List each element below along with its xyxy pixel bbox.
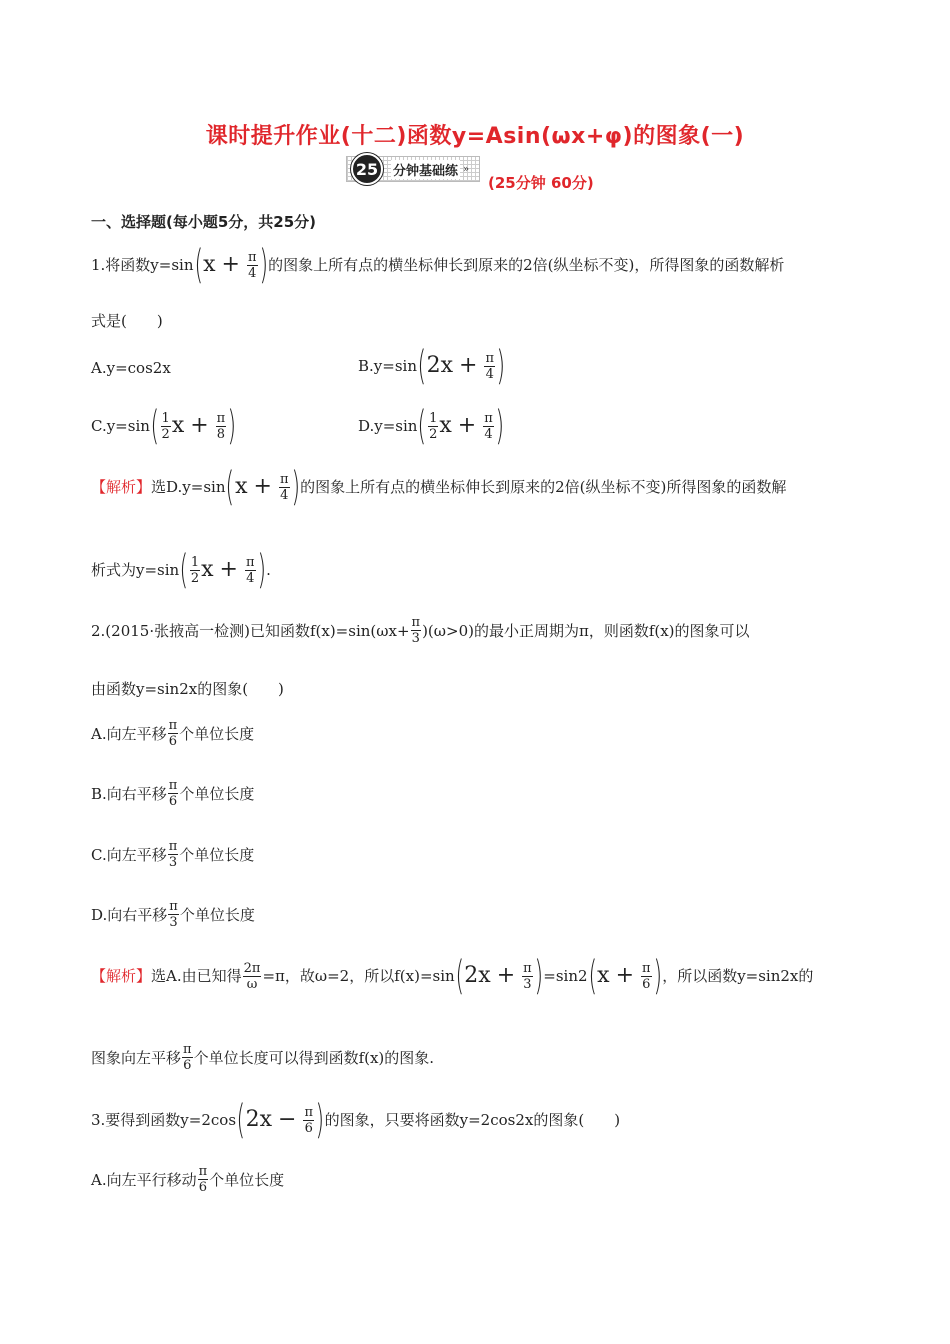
analysis-tag: 【解析】 — [91, 478, 152, 496]
q2-stem-line1: 2.(2015·张掖高一检测)已知函数f(x)=sin(ωx+ $\frac{\pi}{3}$ )(ω>0)的最小正周期为π，则函数f(x)的图象可以 — [91, 615, 750, 646]
q1-option-b: B.y=sin ( 2x + $\frac{\pi}{4}$ ) — [358, 343, 506, 389]
section-heading: 一、选择题(每小题5分，共25分) — [91, 213, 317, 231]
q2-option-d: D.向右平移 $\frac{\pi}{3}$ 个单位长度 — [91, 899, 255, 930]
paren: ( — [194, 242, 203, 288]
math-plus: + — [221, 252, 240, 277]
frac-pi-4: $\frac{\pi}{4}$ — [247, 249, 257, 281]
page-title: 课时提升作业(十二)函数y=Asin(ωx+φ)的图象(一) — [205, 124, 745, 149]
q2-option-a: A.向左平移 $\frac{\pi}{6}$ 个单位长度 — [91, 718, 255, 749]
badge-number: 25 — [351, 153, 383, 185]
math-x: x — [203, 252, 216, 277]
timing-text: (25分钟 60分) — [488, 174, 594, 192]
q1-analysis-line1: 【解析】 选D.y=sin ( x + $\frac{\pi}{4}$ ) 的图象上所有点的横坐标伸长到原来的2倍(纵坐标不变)所得图象的函数解 — [91, 464, 787, 510]
paren: ) — [259, 242, 268, 288]
q1-stem-line1 — [91, 242, 785, 288]
badge-text: 分钟基础练 — [391, 160, 460, 179]
time-badge — [346, 154, 480, 184]
analysis-tag: 【解析】 — [91, 967, 152, 985]
q3-option-a: A.向左平行移动 $\frac{\pi}{6}$ 个单位长度 — [91, 1164, 285, 1195]
q2-option-c: C.向左平移 $\frac{\pi}{3}$ 个单位长度 — [91, 839, 255, 870]
q2-option-b: B.向右平移 $\frac{\pi}{6}$ 个单位长度 — [91, 778, 255, 809]
q1-option-d: D.y=sin ( $\frac{1}{2}$ x + $\frac{\pi}{4}$ ) — [358, 403, 504, 449]
q1-stem-b: 的图象上所有点的横坐标伸长到原来的2倍(纵坐标不变)，所得图象的函数解析 — [268, 256, 785, 274]
q1-stem-line2: 式是( ) — [91, 312, 163, 330]
q2-stem-line2: 由函数y=sin2x的图象( ) — [91, 680, 284, 698]
q2-analysis-line2: 图象向左平移 $\frac{\pi}{6}$ 个单位长度可以得到函数f(x)的图象. — [91, 1042, 435, 1073]
q3-stem: 3.要得到函数y=2cos ( 2x − $\frac{\pi}{6}$ ) 的图象，只要将函数y=2cos2x的图象( ) — [91, 1097, 621, 1143]
q1-analysis-line2: 析式为y=sin ( $\frac{1}{2}$ x + $\frac{\pi}{4}$ ) . — [91, 547, 271, 593]
q1-stem-a: 1.将函数y=sin — [91, 256, 194, 274]
badge-arrow-icon: » — [463, 163, 470, 175]
q1-option-a: A.y=cos2x — [91, 359, 171, 377]
q1-option-c: C.y=sin ( $\frac{1}{2}$ x + $\frac{\pi}{8}$ ) — [91, 403, 237, 449]
q2-analysis-line1: 【解析】 选A.由已知得 $\frac{2\pi}{\omega}$ =π，故ω=2，所以f(x)=sin ( 2x + $\frac{\pi}{3}$ ) =sin2 ( x + $\frac{\pi}{6}$ ) ，所以函数y=sin2x的 — [91, 953, 814, 999]
